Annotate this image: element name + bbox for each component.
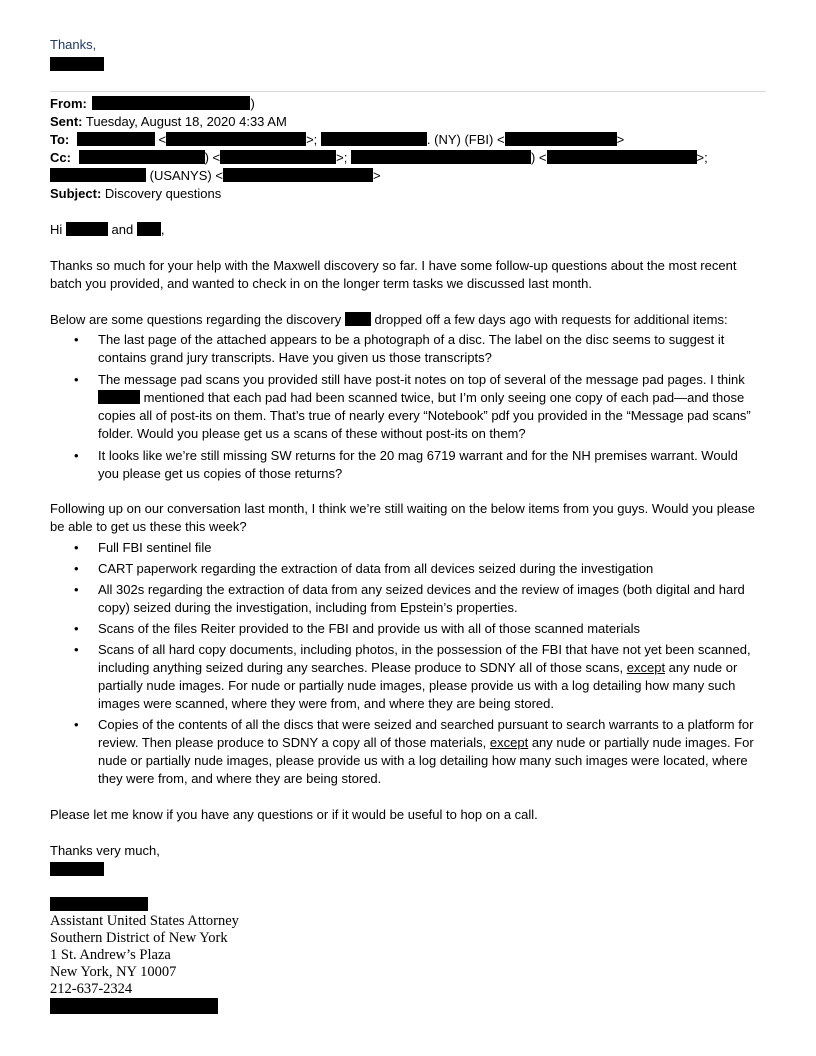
bullet-icon: • (74, 717, 79, 732)
redaction-block (547, 150, 697, 164)
signature-title: Assistant United States Attorney (50, 913, 239, 929)
signature-address-2: New York, NY 10007 (50, 964, 177, 980)
greeting: Hi and , (50, 222, 165, 237)
redaction-block (66, 222, 108, 236)
list-item: • All 302s regarding the extraction of data from any seized devices and the review of images (both digital and hard copy) seized during the investigation, including from Epstein’s properties. (74, 582, 745, 615)
sent-value: Tuesday, August 18, 2020 4:33 AM (85, 114, 287, 129)
redaction-block (77, 132, 155, 146)
redaction-block (50, 998, 218, 1014)
bullet-icon: • (74, 621, 79, 636)
cc-label: Cc: (50, 150, 71, 165)
redaction-block (321, 132, 427, 146)
redaction-block (166, 132, 306, 146)
paragraph-follow-up: Following up on our conversation last month, I think we’re still waiting on the below items from you guys. Would you please be able to get us these this week? (50, 501, 756, 534)
to-label: To: (50, 132, 70, 147)
list-item: • The last page of the attached appears to be a photograph of a disc. The label on the disc seems to suggest it contains grand jury transcripts. Have you given us those transcripts? (74, 332, 725, 365)
closing: Thanks very much, (50, 843, 160, 858)
subject-line (50, 185, 221, 203)
to-line: To: < >; . (NY) (FBI) < > (50, 132, 625, 147)
questions-list (50, 331, 762, 483)
list-item: • Scans of the files Reiter provided to the FBI and provide us with all of those scanned materials (74, 621, 640, 636)
redaction-block (98, 390, 140, 404)
list-item: • Scans of all hard copy documents, including photos, in the possession of the FBI that have not yet been scanned, including anything seized during any searches. Please produce to SDNY all of those scans, except any nude or partially nude images. For nude or partially nude images, please provide us with a log detailing how many such images were scanned, where they were from, and where they are being stored. (74, 642, 751, 711)
bullet-icon: • (74, 448, 79, 463)
signature-office: Southern District of New York (50, 930, 228, 946)
bullet-icon: • (74, 561, 79, 576)
cc-line: Cc: ) < >; ) < >; (50, 150, 708, 165)
redaction-block (351, 150, 531, 164)
redaction-block (79, 150, 205, 164)
list-item: • It looks like we’re still missing SW returns for the 20 mag 6719 warrant and for the NH premises warrant. Would you please get us copies of those returns? (74, 448, 738, 481)
subject-value: Discovery questions (104, 186, 222, 201)
paragraph-intro: Thanks so much for your help with the Maxwell discovery so far. I have some follow-up questions about the most recent batch you provided, and wanted to check in on the longer term tasks we discussed last month. (50, 258, 737, 291)
signature-phone: 212-637-2324 (50, 981, 133, 997)
list-item: • Copies of the contents of all the discs that were seized and searched pursuant to search warrants to a platform for review. Then please produce to SDNY a copy all of those materials, except any nude or partially nude images. For nude or partially nude images, please provide us with a log detailing how many such images were located, where they were from, and where they are being stored. (74, 717, 754, 786)
redaction-block (223, 168, 373, 182)
cc-line-2: (USANYS) < > (50, 167, 381, 185)
bullet-icon: • (74, 332, 79, 347)
paragraph-closing-request: Please let me know if you have any questions or if it would be useful to hop on a call. (50, 807, 538, 822)
bullet-icon: • (74, 540, 79, 555)
sent-label: Sent: (50, 114, 83, 129)
subject-label: Subject: (50, 186, 102, 201)
sent-line (50, 113, 287, 131)
redaction-block (137, 222, 161, 236)
prior-closing: Thanks, (50, 37, 97, 52)
redaction-block (92, 96, 250, 110)
signature-address-1: 1 St. Andrew’s Plaza (50, 947, 171, 963)
redaction-block (50, 897, 148, 911)
redaction-block (505, 132, 617, 146)
list-item: • The message pad scans you provided still have post-it notes on top of several of the message pad pages. I think mentioned that each pad had been scanned twice, but I’m only seeing one copy of each pad—and those copies all of post-its on them. That’s true of nearly every “Notebook” pdf you provided in the “Message pad scans” folder. Would you please get us a scans of these without post-its on them? (74, 372, 751, 441)
redaction-block (345, 312, 371, 326)
bullet-icon: • (74, 372, 79, 387)
list-item: • CART paperwork regarding the extraction of data from all devices seized during the investigation (74, 561, 654, 576)
divider (50, 91, 766, 92)
from-label: From: (50, 96, 87, 111)
bullet-icon: • (74, 582, 79, 597)
outstanding-items-list (50, 539, 762, 788)
paragraph-questions-lead: Below are some questions regarding the discovery dropped off a few days ago with requests for additional items: (50, 312, 728, 327)
redaction-block (50, 168, 146, 182)
from-line: From: ) (50, 96, 255, 111)
redaction-block (220, 150, 336, 164)
redaction-block (50, 57, 104, 71)
bullet-icon: • (74, 642, 79, 657)
list-item: • Full FBI sentinel file (74, 540, 212, 555)
redaction-block (50, 862, 104, 876)
